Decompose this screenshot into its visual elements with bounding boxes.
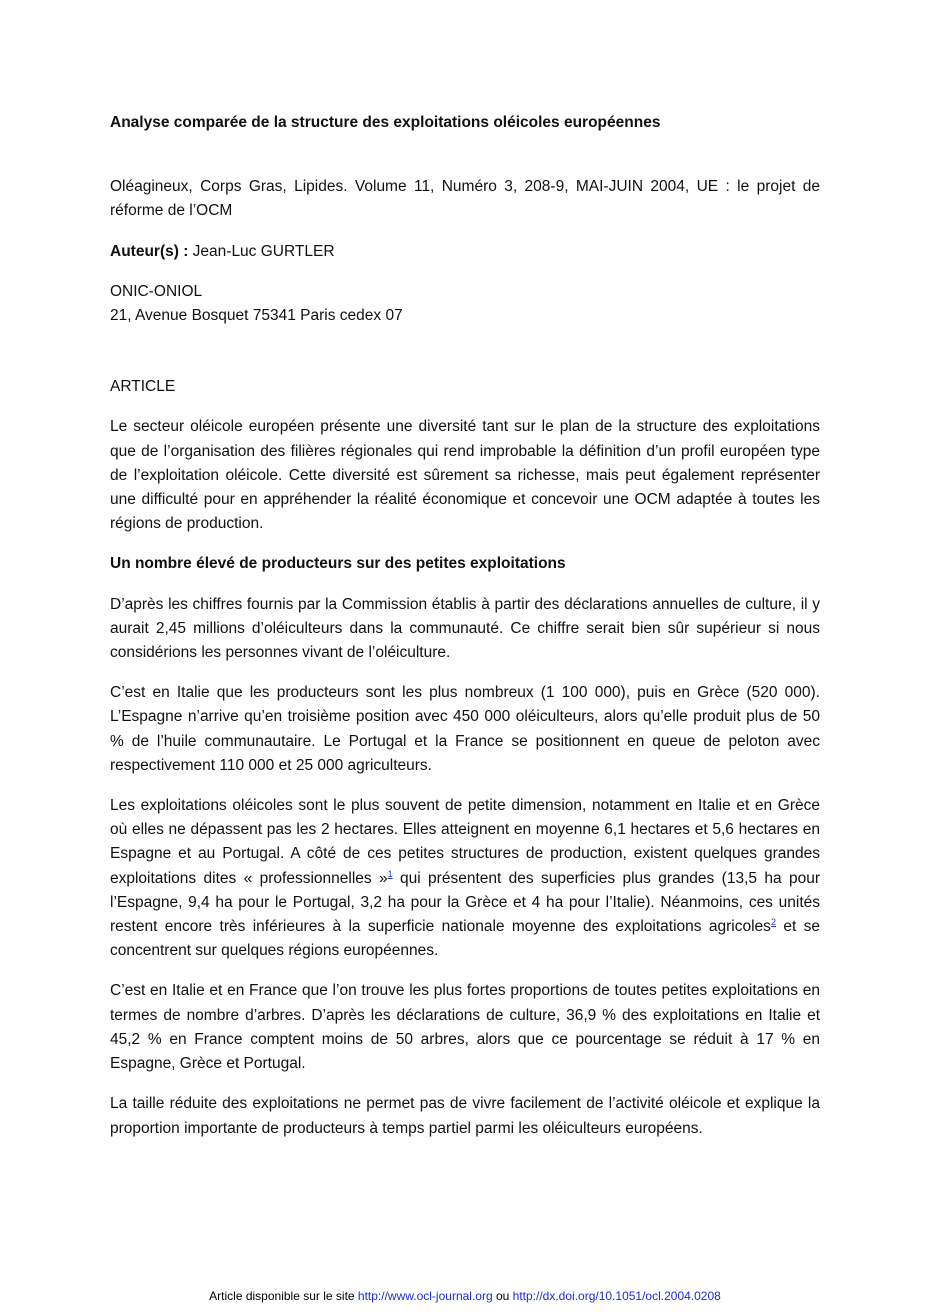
affiliation-org: ONIC-ONIOL <box>110 282 203 300</box>
footer-middle: ou <box>492 1289 513 1303</box>
affiliation-address: 21, Avenue Bosquet 75341 Paris cedex 07 <box>110 307 403 325</box>
paragraph-3-part3: et se concentrent sur quelques régions européennes. <box>110 918 820 960</box>
section-label: ARTICLE <box>110 378 176 396</box>
authors-line <box>110 240 820 264</box>
affiliation <box>110 280 820 328</box>
article-title: Analyse comparée de la structure des exploitations oléicoles européennes <box>110 114 661 131</box>
paragraph-5: La taille réduite des exploitations ne permet pas de vivre facilement de l’activité oléicole et explique la proportion importante de producteurs à temps partiel parmi les oléiculteurs européens. <box>110 1095 820 1137</box>
page-footer <box>0 1289 930 1303</box>
authors-label: Auteur(s) : <box>110 242 189 260</box>
paragraph-1: D’après les chiffres fournis par la Commission établis à partir des déclarations annuelles de culture, il y aurait 2,45 millions d’oléiculteurs dans la communauté. Ce chiffre serait bien sûr supérieur si nous considérions les personnes vivant de l’oléiculture. <box>110 595 820 662</box>
footer-prefix: Article disponible sur le site <box>209 1289 358 1303</box>
paragraph-3-part1: Les exploitations oléicoles sont le plus souvent de petite dimension, notamment en Italie et en Grèce où elles ne dépassent pas les 2 hectares. Elles atteignent en moyenne 6,1 hectares et 5,6 hectares en Espagne et au Portugal. A côté de ces petites structures de production, existent quelques grandes exploitations dites « professionnelles » <box>110 797 820 887</box>
authors-value: Jean-Luc GURTLER <box>188 242 335 260</box>
footnote-link-1[interactable]: 1 <box>387 868 393 879</box>
intro-paragraph: Le secteur oléicole européen présente une diversité tant sur le plan de la structure des exploitations que de l’organisation des filières régionales qui rend improbable la définition d’un profil européen type de l’exploitation oléicole. Cette diversité est sûrement sa richesse, mais peut également représenter une difficulté pour en appréhender la réalité économique et concevoir une OCM adaptée à toutes les régions de production. <box>110 418 820 533</box>
paragraph-2: C’est en Italie que les producteurs sont les plus nombreux (1 100 000), puis en Grèce (520 000). L’Espagne n’arrive qu’en troisième position avec 450 000 oléiculteurs, alors qu’elle produit plus de 50 % de l’huile communautaire. Le Portugal et la France se positionnent en queue de peloton avec respectivement 110 000 et 25 000 agriculteurs. <box>110 684 820 774</box>
footer-link-journal[interactable]: http://www.ocl-journal.org <box>357 1289 493 1303</box>
footer-link-doi[interactable]: http://dx.doi.org/10.1051/ocl.2004.0208 <box>512 1289 721 1303</box>
journal-reference: Oléagineux, Corps Gras, Lipides. Volume 11, Numéro 3, 208-9, MAI-JUIN 2004, UE : le projet de réforme de l’OCM <box>110 178 820 220</box>
paragraph-4: C’est en Italie et en France que l’on trouve les plus fortes proportions de toutes petites exploitations en termes de nombre d’arbres. D’après les déclarations de culture, 36,9 % des exploitations en Italie et 45,2 % en France comptent moins de 50 arbres, alors que ce pourcentage se réduit à 17 % en Espagne, Grèce et Portugal. <box>110 982 820 1073</box>
footnote-link-2[interactable]: 2 <box>770 916 776 927</box>
paragraph-3-part2: qui présentent des superficies plus grandes (13,5 ha pour l’Espagne, 9,4 ha pour le Portugal, 3,2 ha pour la Grèce et 4 ha pour l’Italie). Néanmoins, ces unités restent encore très inférieures à la superficie nationale moyenne des exploitations agricoles <box>110 869 820 936</box>
article-body <box>110 111 820 1141</box>
section-heading: Un nombre élevé de producteurs sur des petites exploitations <box>110 555 566 573</box>
paragraph-3 <box>110 794 820 963</box>
